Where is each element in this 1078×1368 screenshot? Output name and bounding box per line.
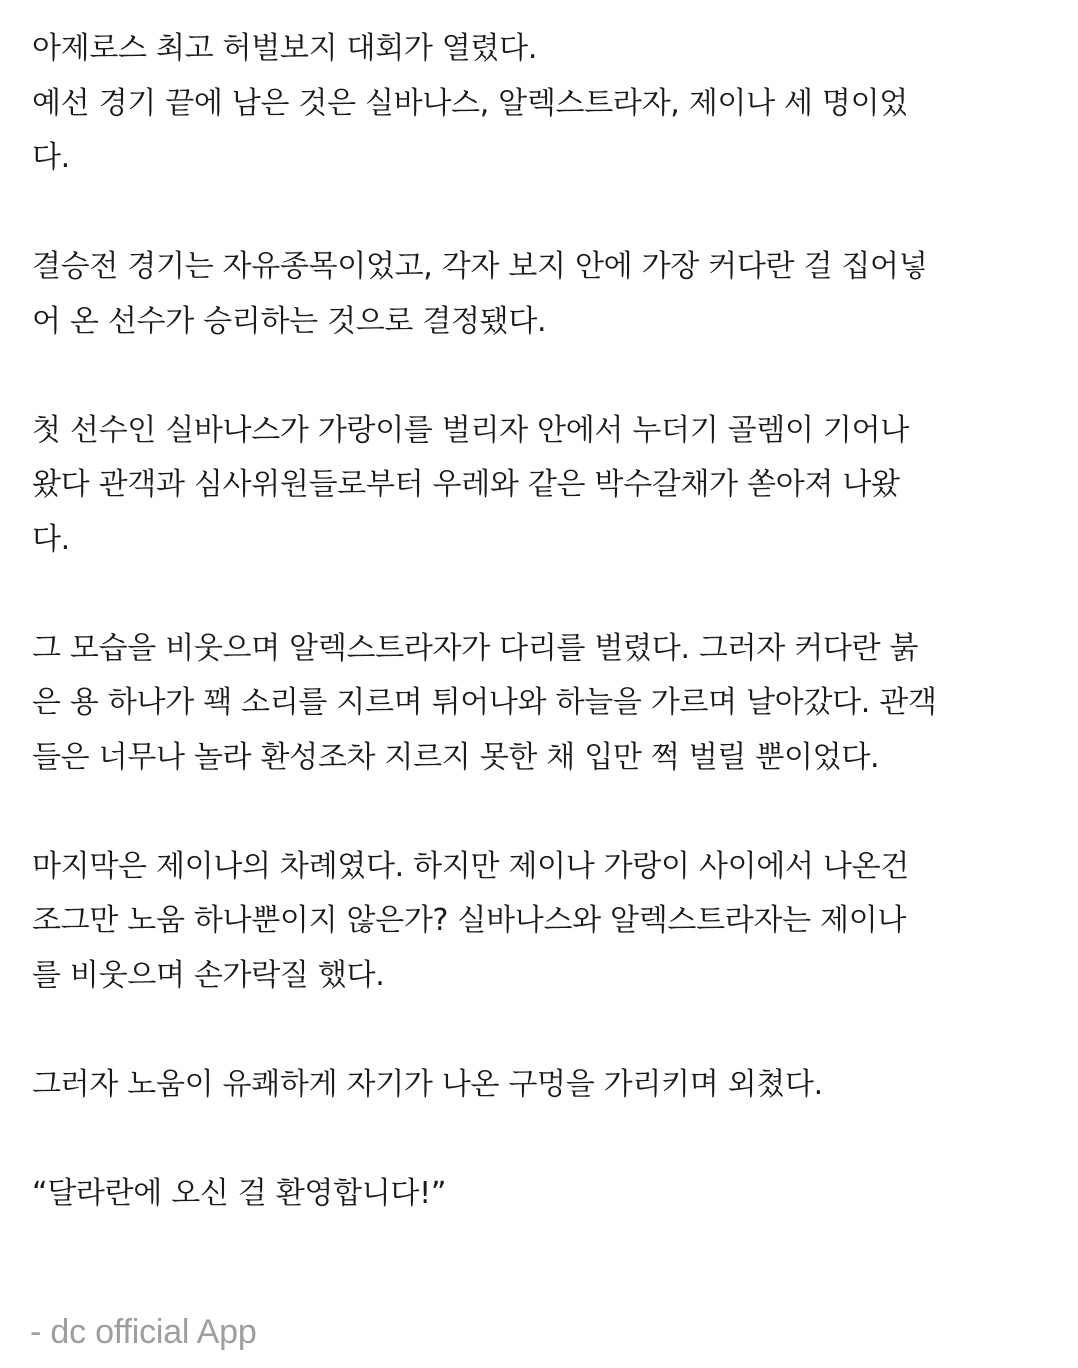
paragraph-4: [32, 622, 1062, 786]
text-line: 그 모습을 비웃으며 알렉스트라자가 다리를 벌렸다. 그러자 커다란 붉: [32, 630, 919, 666]
paragraph-1: [32, 22, 1062, 186]
paragraph-3: [32, 404, 1062, 568]
text-line: 예선 경기 끝에 남은 것은 실바나스, 알렉스트라자, 제이나 세 명이었: [32, 85, 908, 121]
text-line: 어 온 선수가 승리하는 것으로 결정됐다.: [32, 303, 547, 339]
paragraph-2: [32, 240, 1062, 349]
text-line: 은 용 하나가 꽥 소리를 지르며 튀어나와 하늘을 가르며 날아갔다. 관객: [32, 685, 937, 720]
text-line: 그러자 노움이 유쾌하게 자기가 나온 구멍을 가리키며 외쳤다.: [32, 1066, 823, 1102]
text-line: 들은 너무나 놀라 환성조차 지르지 못한 채 입만 쩍 벌릴 뿐이었다.: [32, 739, 880, 775]
text-line: 왔다 관객과 심사위원들로부터 우레와 같은 박수갈채가 쏟아져 나왔: [32, 467, 900, 502]
post-body: [32, 22, 1062, 1221]
text-line: “달라란에 오신 걸 환영합니다!”: [32, 1175, 447, 1211]
text-line: 첫 선수인 실바나스가 가랑이를 벌리자 안에서 누더기 골렘이 기어나: [32, 412, 909, 448]
text-line: 아제로스 최고 허벌보지 대회가 열렸다.: [32, 31, 538, 66]
paragraph-5: [32, 840, 1062, 1004]
text-line: 마지막은 제이나의 차례였다. 하지만 제이나 가랑이 사이에서 나온건: [32, 848, 909, 884]
text-line: 조그만 노움 하나뿐이지 않은가? 실바나스와 알렉스트라자는 제이나: [32, 903, 907, 938]
paragraph-6: [32, 1058, 1062, 1113]
app-signature: - dc official App: [30, 1313, 257, 1351]
text-line: 다.: [32, 521, 70, 557]
paragraph-7: [32, 1167, 1062, 1222]
text-line: 를 비웃으며 손가락질 했다.: [32, 957, 385, 993]
text-line: 결승전 경기는 자유종목이었고, 각자 보지 안에 가장 커다란 걸 집어넣: [32, 249, 928, 284]
text-line: 다.: [32, 140, 70, 175]
